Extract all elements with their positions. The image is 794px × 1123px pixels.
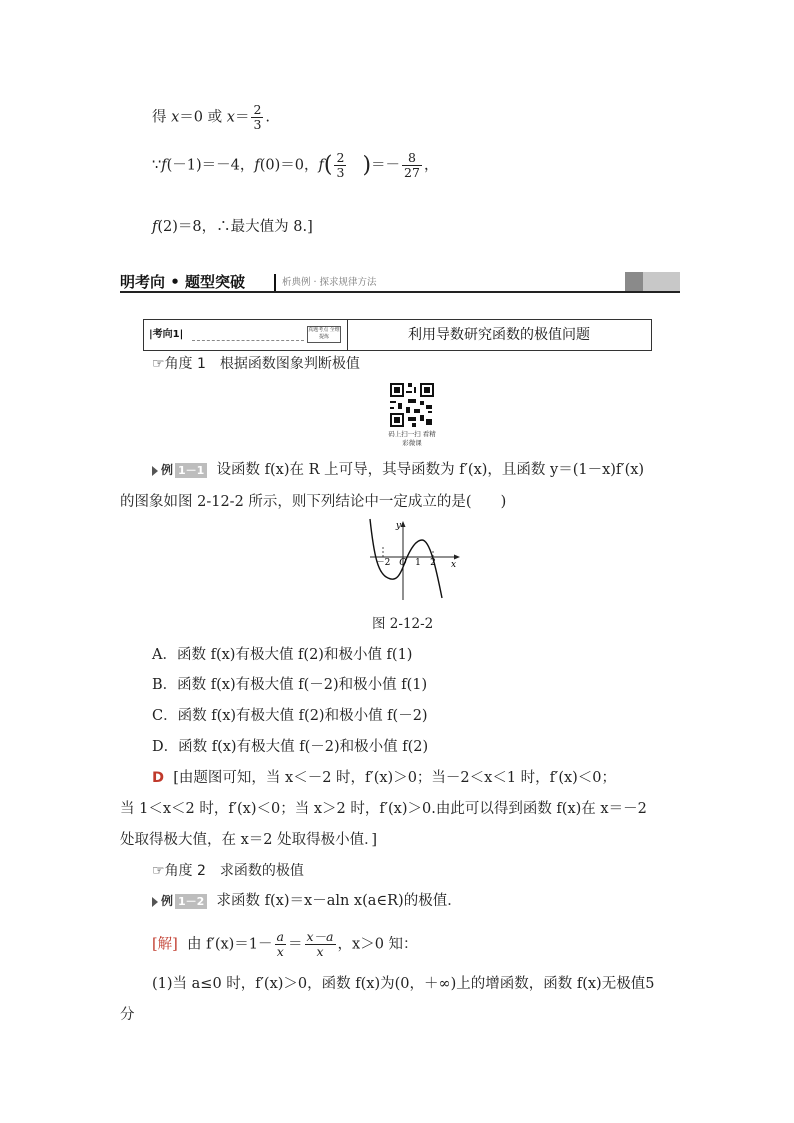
header-decor-dark — [625, 272, 643, 291]
solution-2-line-2: (1)当 a≤0 时，f′(x)＞0，函数 f(x)为(0，＋∞)上的增函数，函数 f(x)无极值5 — [152, 976, 655, 992]
example-badge: 例 1－2 — [152, 891, 207, 911]
example-1-2-line: 例 1－2 求函数 f(x)＝x－aln x(a∈R)的极值． — [152, 891, 462, 911]
pointing-hand-icon: ☞ — [152, 356, 165, 372]
header-decor-light — [643, 272, 680, 291]
solution-2-line-3: 分 — [120, 1007, 135, 1023]
tick-origin: O — [399, 558, 407, 568]
example-badge: 例 1－1 — [152, 460, 207, 480]
topic-dashed-line — [192, 340, 304, 341]
solution-line-1: 得 x＝0 或 x＝ $\frac{2}{3}$ . — [152, 102, 270, 132]
angle-1-heading: ☞角度 1 根据函数图象判断极值 — [152, 356, 360, 372]
x-label: x — [451, 560, 457, 570]
section-subtitle: 析典例 · 探求规律方法 — [274, 274, 377, 292]
option-a[interactable]: A．函数 f(x)有极大值 f(2)和极小值 f(1) — [152, 647, 413, 663]
option-c[interactable]: C．函数 f(x)有极大值 f(2)和极小值 f(－2) — [152, 708, 428, 724]
qr-code-icon[interactable] — [388, 381, 436, 429]
qr-caption: 码上扫一扫 看精彩微课 — [388, 430, 436, 447]
header-rule — [120, 291, 680, 293]
solution-line-3: f(2)＝8，∴最大值为 8.] — [152, 219, 313, 235]
solution-line-2: ∵f(－1)＝－4，f(0)＝0，f( $\frac{2}{3}$ )＝－ $\frac{8}{27}$ ， — [152, 150, 439, 180]
answer-1-line-1: D [由题图可知，当 x＜－2 时，f′(x)＞0；当－2＜x＜1 时，f′(x)＜0； — [152, 770, 617, 786]
x-axis-arrow — [454, 555, 460, 560]
option-d[interactable]: D．函数 f(x)有极大值 f(－2)和极小值 f(2) — [152, 739, 429, 755]
answer-1-line-2: 当 1＜x＜2 时，f′(x)＜0；当 x＞2 时，f′(x)＞0.由此可以得到函数 f(x)在 x＝－2 — [120, 801, 647, 817]
y-axis-arrow — [401, 521, 406, 527]
angle-2-heading: ☞角度 2 求函数的极值 — [152, 863, 304, 879]
section-title: 明考向 • 题型突破 — [120, 273, 246, 291]
tick-minus-2: －2 — [375, 558, 391, 568]
example-1-1-line-1: 例 1－1 设函数 f(x)在 R 上可导，其导函数为 f′(x)，且函数 y＝(1－x)f′(x) — [152, 460, 644, 480]
solution-2-line-1: [解] 由 f′(x)＝1－ $\frac{a}{x}$ ＝ $\frac{x-a}{x}$ ，x＞0 知： — [152, 929, 418, 959]
answer-1-line-3: 处取得极大值，在 x＝2 处取得极小值．] — [120, 832, 378, 848]
topic-title: 利用导数研究函数的极值问题 — [408, 327, 590, 343]
y-label: y — [395, 521, 401, 531]
pointing-hand-icon: ☞ — [152, 863, 165, 879]
example-1-1-line-2: 的图象如图 2-12-2 所示，则下列结论中一定成立的是( ) — [120, 494, 507, 510]
section-header-bar — [120, 272, 680, 292]
fraction-2-3: $\frac{2}{3}$ — [253, 102, 262, 132]
tick-1: 1 — [415, 558, 421, 568]
topic-badge: 真题考点 全维提炼 — [307, 326, 341, 343]
topic-box — [143, 319, 652, 351]
topic-label: |考向1| — [149, 329, 184, 340]
function-graph — [360, 516, 464, 602]
figure-caption: 图 2-12-2 — [372, 616, 434, 632]
triangle-icon — [152, 466, 158, 476]
option-b[interactable]: B．函数 f(x)有极大值 f(－2)和极小值 f(1) — [152, 677, 428, 693]
answer-letter: D — [152, 770, 165, 786]
topic-box-left — [144, 320, 348, 350]
triangle-icon — [152, 897, 158, 907]
solution-label: [解] — [152, 936, 178, 953]
tick-2: 2 — [430, 558, 436, 568]
